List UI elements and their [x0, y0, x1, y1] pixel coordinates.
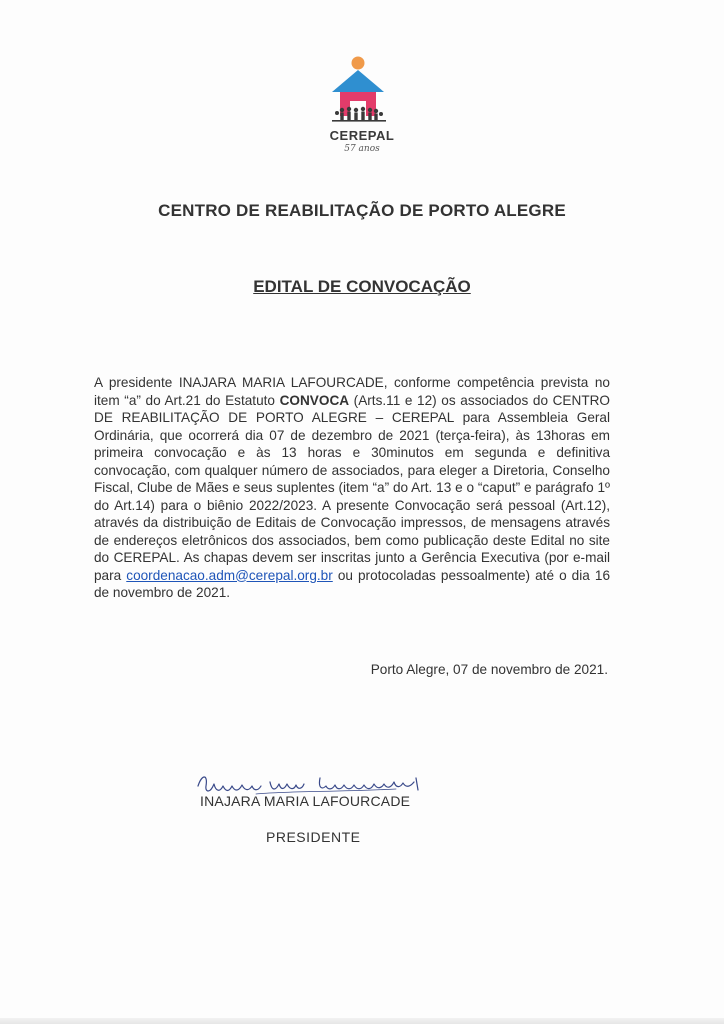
paragraph-end: ou protocoladas pessoalmente) até o dia 16 de novembro de 2021. [94, 567, 610, 600]
cerepal-logo [318, 52, 406, 162]
scan-edge [0, 1018, 724, 1024]
email-link[interactable]: coordenacao.adm@cerepal.org.br [126, 567, 333, 583]
document-title: EDITAL DE CONVOCAÇÃO [253, 277, 471, 296]
paragraph-body: (Arts.11 e 12) os associados do CENTRO DE REABILITAÇÃO DE PORTO ALEGRE – CEREPAL para Assembleia Geral Ordinária, que ocorrerá dia 07 de dezembro de 2021 (terça-feira), às 13horas em primeira convocação e às 13 horas e 30minutos em segunda e definitiva convocação, com qualquer número de associados, para eleger a Diretoria, Conselho Fiscal, Clube de Mães e seus suplentes (item “a” do Art. 13 e o “caput” e parágrafo 1º do Art.14) para o biênio 2022/2023. A presente Convocação será pessoal (Art.12), através da distribuição de Editais de Convocação impressos, de mensagens através de endereços eletrônicos dos associados, bem como publicação deste Edital no site do CEREPAL. As chapas devem ser inscritas junto a Gerência Executiva (por e-mail para [94, 392, 611, 583]
signer-name: INAJARA MARIA LAFOURCADE [200, 793, 411, 809]
house-with-people-icon [318, 52, 406, 128]
place-and-date: Porto Alegre, 07 de novembro de 2021. [370, 662, 608, 677]
signer-role: PRESIDENTE [266, 829, 361, 845]
logo-tagline: 57 anos [344, 144, 380, 154]
logo-name: CEREPAL [329, 128, 395, 143]
organization-title: CENTRO DE REABILITAÇÃO DE PORTO ALEGRE [158, 201, 566, 220]
paragraph-intro: A presidente INAJARA MARIA LAFOURCADE, conforme competência prevista no item “a” do Art.21 do Estatuto [94, 375, 610, 408]
convoca-keyword: CONVOCA [279, 392, 350, 408]
convocation-paragraph [94, 374, 610, 602]
